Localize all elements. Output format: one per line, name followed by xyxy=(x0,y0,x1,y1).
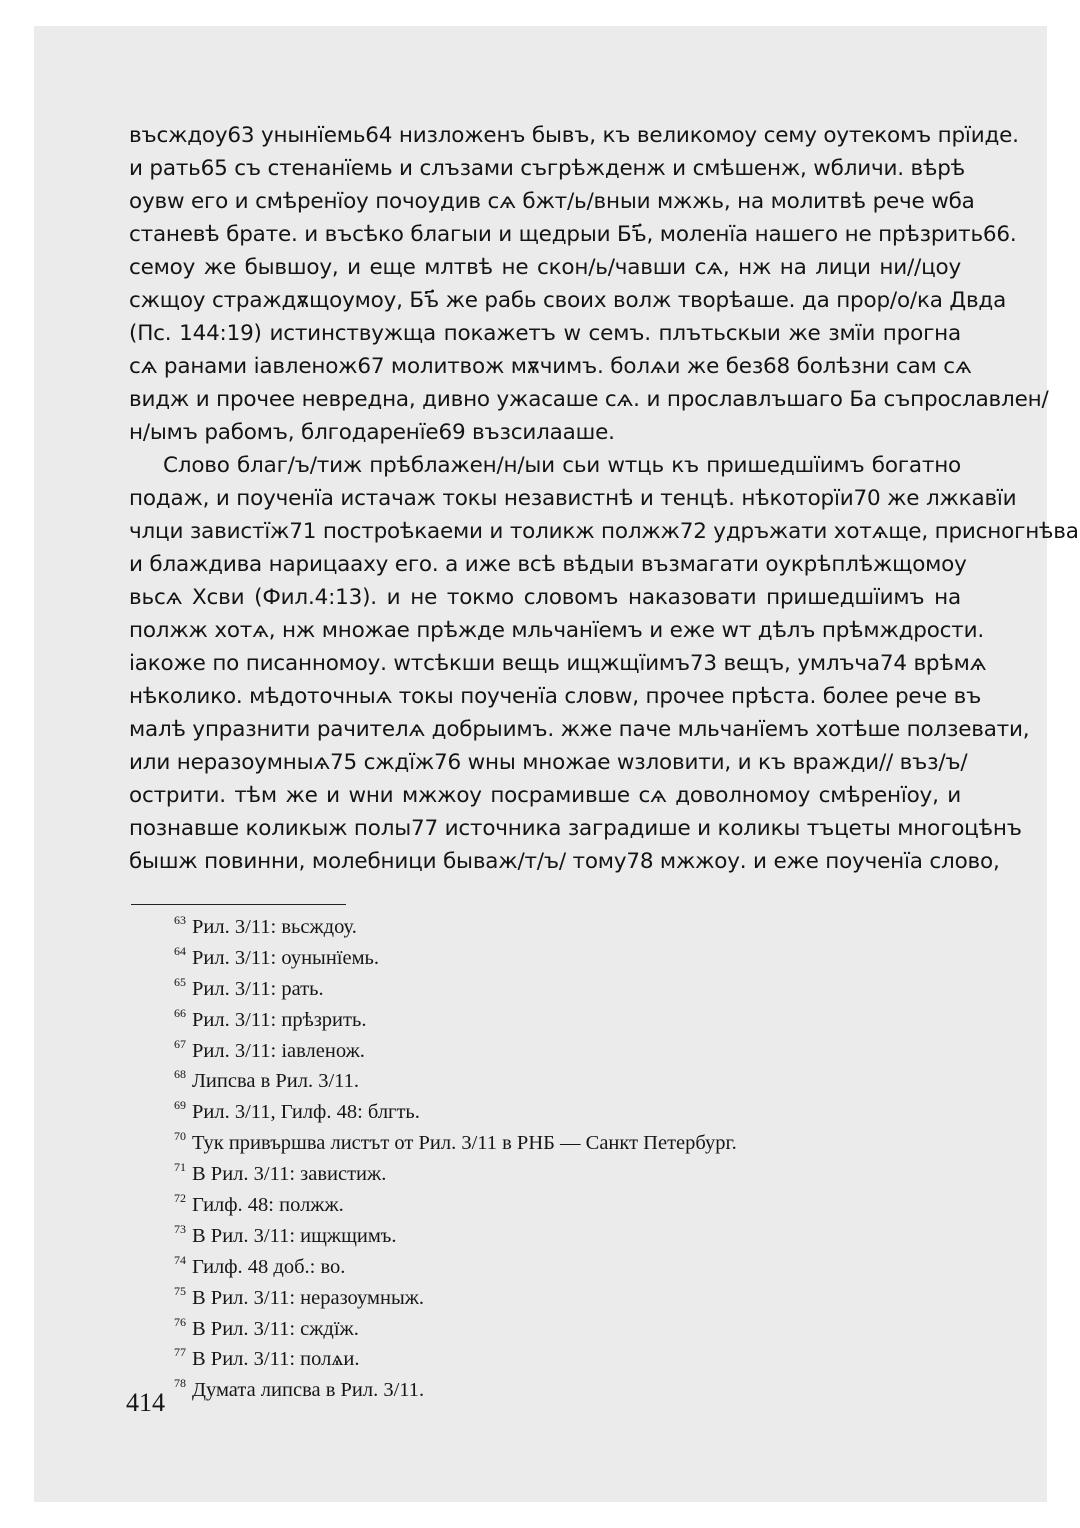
text-line: іакоже по писанномоу. wтсѣкши вещь ищжщїимъ73 вещъ, умлъча74 врѣмѧ xyxy=(129,651,987,676)
text-line: острити. тѣм же и wни мжжоу посрамивше сѧ доволномоу смѣренїоу, и xyxy=(129,783,961,808)
footnote xyxy=(174,1005,737,1036)
footnote-text: Тук привършва листът от Рил. 3/11 в РНБ — Санкт Петербург. xyxy=(192,1132,737,1155)
footnote-text: Рил. 3/11: рать. xyxy=(192,977,324,1000)
text-line: малѣ упразнити рачителѧ добрыимъ. жже паче мльчанїемъ хотѣше ползевати, xyxy=(129,717,1030,742)
footnote-number: 77 xyxy=(174,1345,186,1360)
footnote-number: 64 xyxy=(174,943,186,958)
footnote-text: Думата липсва в Рил. 3/11. xyxy=(192,1379,425,1402)
footnote-text: В Рил. 3/11: ищжщимъ. xyxy=(192,1224,397,1247)
footnote-number: 65 xyxy=(174,974,186,989)
footnote-text: В Рил. 3/11: полѧи. xyxy=(192,1348,360,1371)
footnote xyxy=(174,1221,737,1252)
text-line: бышж повинни, молебници бываж/т/ъ/ тому78 мжжоу. и еже поученїа слово, xyxy=(129,849,1000,874)
footnote-number: 75 xyxy=(174,1283,186,1298)
text-line: нѣколико. мѣдоточныѧ токы поученїа словw, прочее прѣста. более рече въ xyxy=(129,684,982,709)
text-line: въсждоу63 унынїемь64 низложенъ бывъ, къ великомоу сему оутекомъ прїиде. xyxy=(129,123,1019,148)
footnote-number: 76 xyxy=(174,1314,186,1329)
footnote-text: В Рил. 3/11: неразоумныж. xyxy=(192,1286,425,1309)
footnote xyxy=(174,1314,737,1345)
footnote-text: Рил. 3/11, Гилф. 48: блгть. xyxy=(192,1101,420,1124)
footnote-text: Гилф. 48 доб.: во. xyxy=(192,1255,346,1278)
footnote-number: 74 xyxy=(174,1252,186,1267)
footnote-number: 70 xyxy=(174,1129,186,1144)
footnote-number: 71 xyxy=(174,1160,186,1175)
footnote-text: В Рил. 3/11: сждїж. xyxy=(192,1317,359,1340)
footnote xyxy=(174,1283,737,1314)
footnote-separator xyxy=(131,904,346,905)
footnote-text: Рил. 3/11: іавленож. xyxy=(192,1039,365,1062)
footnote-number: 73 xyxy=(174,1221,186,1236)
footnote-text: В Рил. 3/11: завистиж. xyxy=(192,1163,387,1186)
footnote-number: 68 xyxy=(174,1067,186,1082)
text-line: н/ымъ рабомъ, блгодаренїе69 възсилааше. xyxy=(129,420,615,445)
footnote xyxy=(174,943,737,974)
footnote xyxy=(174,1190,737,1221)
footnote xyxy=(174,1128,737,1159)
footnote xyxy=(174,1159,737,1190)
footnote-number: 66 xyxy=(174,1005,186,1020)
text-line: сѧ ранами іавленож67 молитвож мѫчимъ. болѧи же без68 болѣзни сам сѧ xyxy=(129,354,972,379)
text-line: или неразоумныѧ75 сждїж76 wны множае wзловити, и къ вражди// въз/ъ/ xyxy=(129,750,968,775)
book-page xyxy=(34,26,1079,1502)
text-line: оувw его и смѣренїоу почоудив сѧ бжт/ь/вныи мжжь, на молитвѣ рече wба xyxy=(129,189,975,214)
footnote-number: 63 xyxy=(174,913,186,927)
footnote xyxy=(174,1252,737,1283)
footnotes xyxy=(174,912,737,1406)
footnote-number: 67 xyxy=(174,1036,186,1051)
footnote xyxy=(174,1375,737,1406)
footnote-number: 69 xyxy=(174,1098,186,1113)
text-line: познавше коликыж полы77 источника заградише и коликы тъцеты многоцѣнъ xyxy=(129,816,1022,841)
text-line: видж и прочее невредна, дивно ужасаше сѧ. и прославлъшаго Ба съпрославлен/ xyxy=(129,387,1049,412)
main-text xyxy=(129,119,1079,878)
footnote-text: Рил. 3/11: вьсждоу. xyxy=(192,916,357,938)
footnote xyxy=(174,1344,737,1375)
text-line: Слово благ/ъ/тиж прѣблажен/н/ыи сьи wтць къ пришедшїимъ богатно xyxy=(163,453,961,478)
footnote-text: Липсва в Рил. 3/11. xyxy=(192,1070,360,1093)
text-line: и блаждива нарицааху его. а иже всѣ вѣдыи възмагати оукрѣплѣжщомоу xyxy=(129,552,967,577)
text-line: вьсѧ Хсви (Фил.4:13). и не токмо словомъ наказовати пришедшїимъ на xyxy=(129,585,961,610)
text-line: сжщоу страждѫщоумоу, Бъ҃ же рабь своих волж творѣаше. да прор/о/ка Двда xyxy=(129,288,1007,313)
footnote-text: Рил. 3/11: прѣзрить. xyxy=(192,1008,367,1031)
text-line: члци завистїж71 построѣкаеми и толикж полжж72 удръжати хотѧще, присногнѣва xyxy=(129,519,1079,544)
footnote-text: Рил. 3/11: оунынїемь. xyxy=(192,946,380,969)
text-line: и рать65 съ стенанїемь и слъзами съгрѣжденж и смѣшенж, wбличи. вѣрѣ xyxy=(129,156,965,181)
footnote-number: 72 xyxy=(174,1191,186,1206)
text-line: подаж, и поученїа истачаж токы независтнѣ и тенцѣ. нѣкоторїи70 же лжкавїи xyxy=(129,486,1017,511)
footnote xyxy=(174,1066,737,1097)
footnote-text: Гилф. 48: полжж. xyxy=(192,1194,344,1217)
footnote xyxy=(174,1097,737,1128)
footnote xyxy=(174,912,737,943)
page-number: 414 xyxy=(126,1388,165,1417)
text-line: станевѣ брате. и въсѣко благыи и щедрыи Бъ҃, моленїа нашего не прѣзрить66. xyxy=(129,222,1017,247)
text-line: полжж хотѧ, нж множае прѣжде мльчанїемъ и еже wт дѣлъ прѣмждрости. xyxy=(129,618,985,643)
footnote xyxy=(174,974,737,1005)
text-line: (Пс. 144:19) истинствужща покажетъ w семъ. плътьскыи же змїи прогна xyxy=(129,321,961,346)
footnote xyxy=(174,1036,737,1067)
text-line: семоу же бывшоу, и еще млтвѣ не скон/ь/чавши сѧ, нж на лици ни//цоу xyxy=(129,255,961,280)
footnote-number: 78 xyxy=(174,1376,186,1391)
